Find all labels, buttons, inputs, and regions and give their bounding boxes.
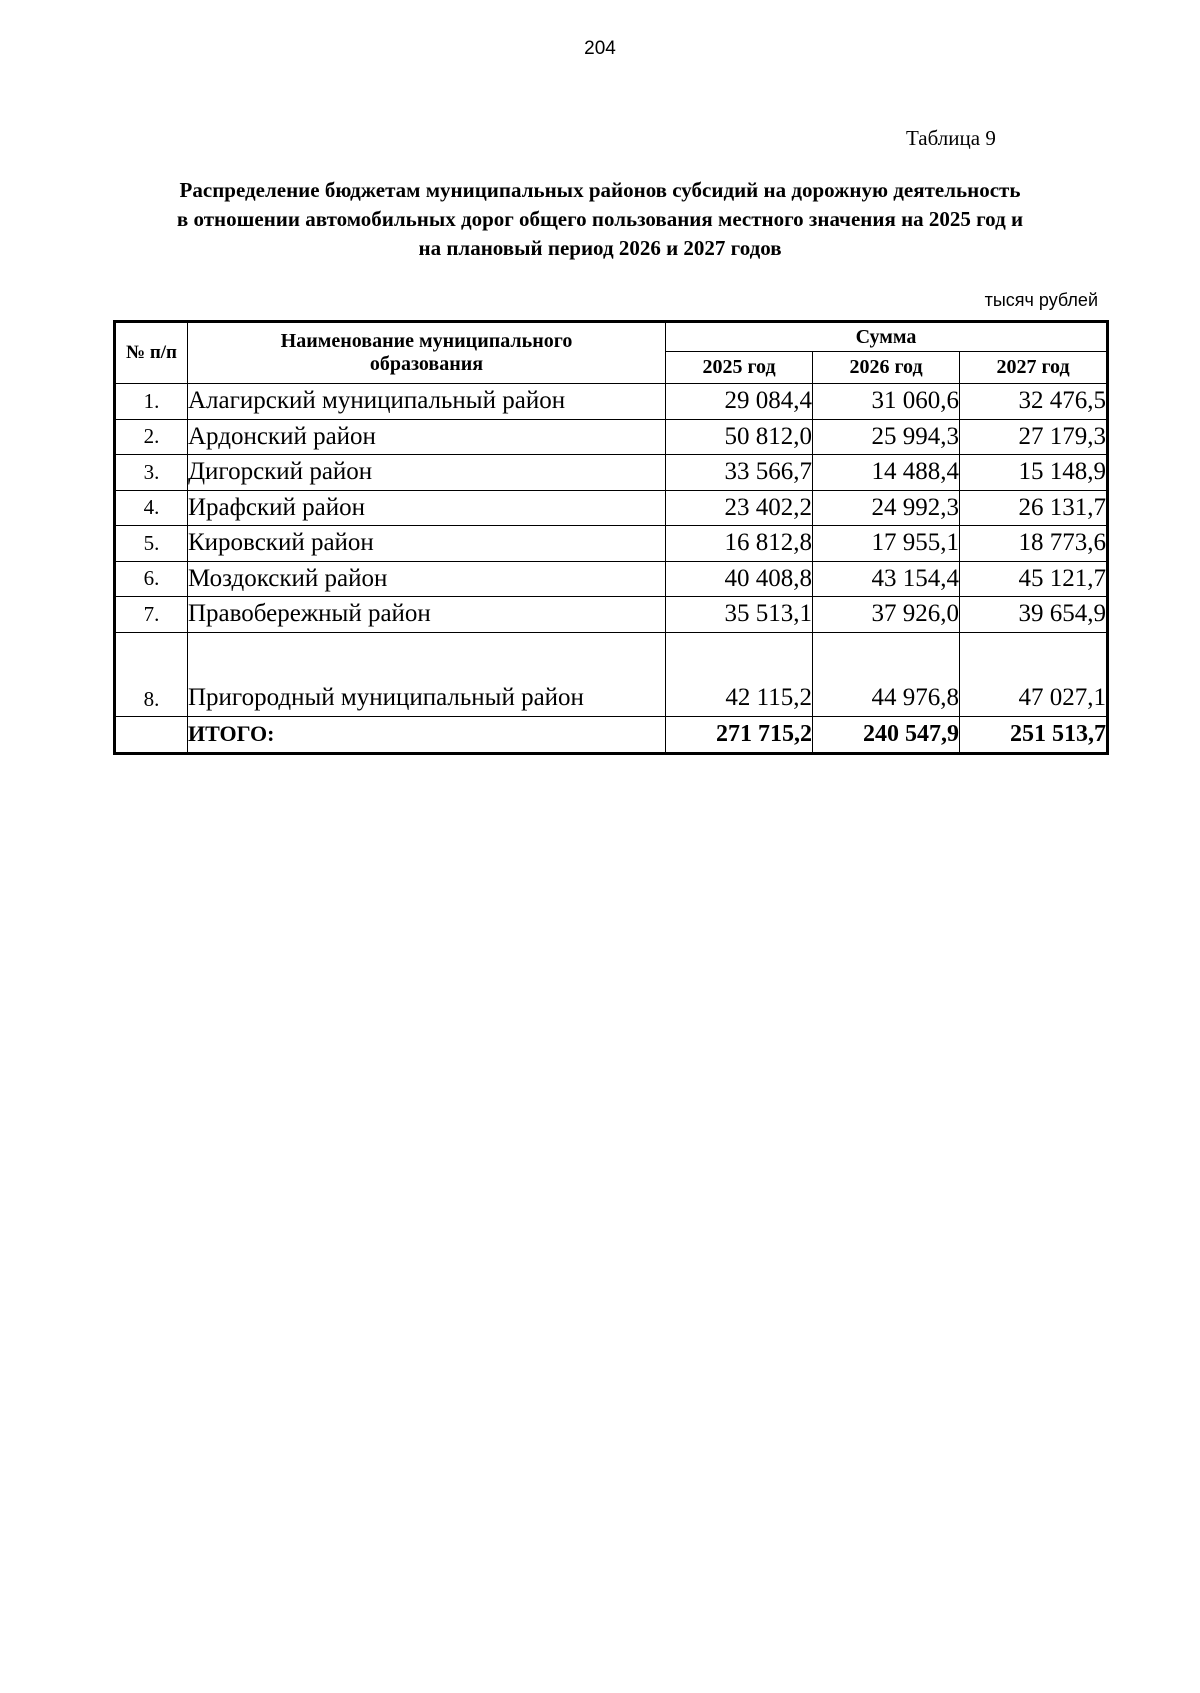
subsidy-table xyxy=(113,320,1109,755)
table-row xyxy=(115,419,1108,455)
row-value-2026: 44 976,8 xyxy=(813,632,960,716)
row-value-2025: 29 084,4 xyxy=(666,384,813,420)
row-num: 8. xyxy=(115,632,188,716)
row-num: 6. xyxy=(115,561,188,597)
title-line-1: Распределение бюджетам муниципальных районов субсидий на дорожную деятельность xyxy=(179,178,1021,202)
row-value-2027: 15 148,9 xyxy=(960,455,1108,491)
total-num-empty xyxy=(115,716,188,753)
row-value-2026: 24 992,3 xyxy=(813,490,960,526)
header-year-2026: 2026 год xyxy=(813,352,960,384)
row-num: 5. xyxy=(115,526,188,562)
table-row xyxy=(115,561,1108,597)
row-value-2025: 35 513,1 xyxy=(666,597,813,633)
row-value-2026: 37 926,0 xyxy=(813,597,960,633)
table-row xyxy=(115,455,1108,491)
row-num: 1. xyxy=(115,384,188,420)
row-value-2027: 47 027,1 xyxy=(960,632,1108,716)
row-name: Алагирский муниципальный район xyxy=(188,384,666,420)
row-name: Пригородный муниципальный район xyxy=(188,632,666,716)
row-value-2026: 17 955,1 xyxy=(813,526,960,562)
units-label: тысяч рублей xyxy=(984,290,1098,310)
row-name: Правобережный район xyxy=(188,597,666,633)
row-num: 4. xyxy=(115,490,188,526)
row-num: 7. xyxy=(115,597,188,633)
row-value-2027: 26 131,7 xyxy=(960,490,1108,526)
page-number: 204 xyxy=(584,38,616,59)
row-value-2025: 42 115,2 xyxy=(666,632,813,716)
table-row xyxy=(115,632,1108,716)
table-row xyxy=(115,597,1108,633)
header-year-2027: 2027 год xyxy=(960,352,1108,384)
total-label: ИТОГО: xyxy=(188,716,666,753)
total-value-2025: 271 715,2 xyxy=(666,716,813,753)
total-value-2026: 240 547,9 xyxy=(813,716,960,753)
row-value-2027: 32 476,5 xyxy=(960,384,1108,420)
row-name: Моздокский район xyxy=(188,561,666,597)
row-value-2026: 43 154,4 xyxy=(813,561,960,597)
row-value-2027: 45 121,7 xyxy=(960,561,1108,597)
row-value-2026: 14 488,4 xyxy=(813,455,960,491)
table-row xyxy=(115,526,1108,562)
table-label: Таблица 9 xyxy=(906,126,996,150)
row-value-2027: 39 654,9 xyxy=(960,597,1108,633)
row-num: 2. xyxy=(115,419,188,455)
header-sum: Сумма xyxy=(666,322,1108,352)
row-value-2025: 16 812,8 xyxy=(666,526,813,562)
row-name: Дигорский район xyxy=(188,455,666,491)
row-value-2027: 18 773,6 xyxy=(960,526,1108,562)
row-value-2025: 23 402,2 xyxy=(666,490,813,526)
row-value-2026: 25 994,3 xyxy=(813,419,960,455)
header-name-line-2: образования xyxy=(369,353,484,375)
total-value-2027: 251 513,7 xyxy=(960,716,1108,753)
row-value-2025: 33 566,7 xyxy=(666,455,813,491)
title-line-3: на плановый период 2026 и 2027 годов xyxy=(418,236,782,260)
table-row xyxy=(115,490,1108,526)
row-value-2026: 31 060,6 xyxy=(813,384,960,420)
row-name: Ардонский район xyxy=(188,419,666,455)
table-row xyxy=(115,384,1108,420)
row-num: 3. xyxy=(115,455,188,491)
table-title xyxy=(80,176,1120,263)
row-name: Ирафский район xyxy=(188,490,666,526)
row-value-2025: 40 408,8 xyxy=(666,561,813,597)
row-value-2027: 27 179,3 xyxy=(960,419,1108,455)
total-row xyxy=(115,716,1108,753)
row-value-2025: 50 812,0 xyxy=(666,419,813,455)
header-num: № п/п xyxy=(115,322,188,384)
header-year-2025: 2025 год xyxy=(666,352,813,384)
header-name xyxy=(188,322,666,384)
row-name: Кировский район xyxy=(188,526,666,562)
header-name-line-1: Наименование муниципального xyxy=(280,330,573,352)
title-line-2: в отношении автомобильных дорог общего пользования местного значения на 2025 год и xyxy=(176,207,1024,231)
